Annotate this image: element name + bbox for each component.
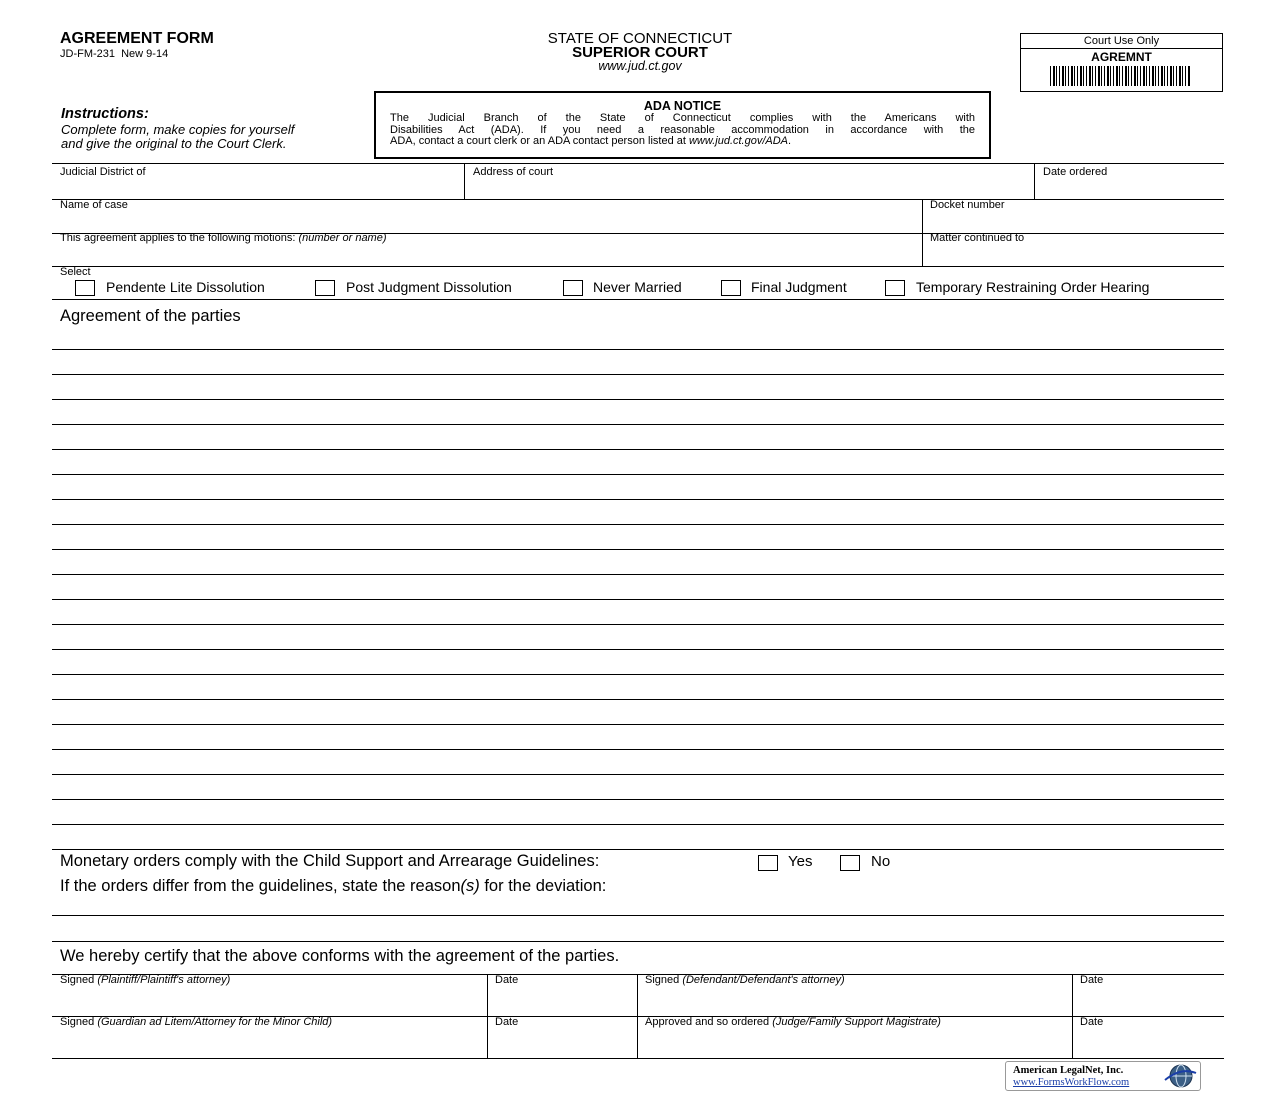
deviation-prompt: If the orders differ from the guidelines, state the reason(s) for the deviation:: [60, 877, 607, 895]
matter-continued-label: Matter continued to: [930, 232, 1025, 244]
select-label: Select: [60, 266, 91, 278]
agreement-ruled-line: [52, 674, 1224, 675]
approved-ordered-field[interactable]: [639, 1030, 1071, 1057]
docket-number-label: Docket number: [930, 199, 1005, 211]
ada-line-2: Disabilities Act (ADA). If you need a reasonable accommodation in accordance with the: [390, 123, 975, 136]
court-use-code: AGREMNT: [1091, 50, 1152, 64]
form-title: AGREEMENT FORM: [60, 30, 214, 47]
date-guardian-field[interactable]: [489, 1030, 636, 1057]
ada-title: ADA NOTICE: [643, 99, 722, 113]
date-defendant-field[interactable]: [1074, 988, 1223, 1015]
guidelines-no-label: No: [871, 853, 891, 870]
signed-guardian-field[interactable]: [53, 1030, 486, 1057]
court-use-label: Court Use Only: [1021, 34, 1222, 49]
deviation-reason-field[interactable]: [52, 898, 1224, 940]
agreement-ruled-line: [52, 799, 1224, 800]
matter-continued-field[interactable]: [924, 246, 1223, 265]
agreement-ruled-line: [52, 649, 1224, 650]
agreement-ruled-line: [52, 399, 1224, 400]
agreement-ruled-line: [52, 749, 1224, 750]
agreement-ruled-line: [52, 524, 1224, 525]
agreement-ruled-line: [52, 624, 1224, 625]
ada-line-3: ADA, contact a court clerk or an ADA contact person listed at www.jud.ct.gov/ADA.: [390, 135, 792, 147]
agreement-ruled-line: [52, 699, 1224, 700]
agreement-ruled-line: [52, 374, 1224, 375]
date-plaintiff-label: Date: [495, 974, 519, 986]
agreement-ruled-line: [52, 599, 1224, 600]
agreement-ruled-line: [52, 549, 1224, 550]
agreement-ruled-line: [52, 499, 1224, 500]
pendente-lite-label: Pendente Lite Dissolution: [106, 279, 265, 295]
agreement-ruled-line: [52, 474, 1224, 475]
legalnet-company: American LegalNet, Inc.: [1013, 1065, 1124, 1076]
motions-field[interactable]: [53, 246, 921, 265]
post-judgment-checkbox[interactable]: [315, 280, 335, 296]
date-judge-label: Date: [1080, 1016, 1104, 1028]
certify-statement: We hereby certify that the above conforms with the agreement of the parties.: [60, 947, 620, 965]
motions-label: This agreement applies to the following motions: (number or name): [60, 232, 387, 244]
agreement-ruled-line: [52, 824, 1224, 825]
agreement-ruled-line: [52, 724, 1224, 725]
approved-ordered-label: Approved and so ordered (Judge/Family Support Magistrate): [645, 1016, 941, 1028]
signed-defendant-field[interactable]: [639, 988, 1071, 1015]
date-ordered-label: Date ordered: [1043, 166, 1108, 178]
date-ordered-field[interactable]: [1036, 180, 1223, 198]
agreement-ruled-line: [52, 424, 1224, 425]
final-judgment-label: Final Judgment: [751, 279, 847, 295]
ada-link[interactable]: www.jud.ct.gov/ADA: [688, 135, 789, 147]
address-of-court-field[interactable]: [466, 180, 1033, 198]
website: www.jud.ct.gov: [598, 59, 682, 73]
pendente-lite-checkbox[interactable]: [75, 280, 95, 296]
form-number: JD-FM-231 New 9-14: [60, 48, 169, 60]
signed-guardian-label: Signed (Guardian ad Litem/Attorney for the Minor Child): [60, 1016, 333, 1028]
date-guardian-label: Date: [495, 1016, 519, 1028]
instructions-heading: Instructions:: [61, 106, 149, 122]
legalnet-badge[interactable]: [1005, 1061, 1201, 1091]
never-married-label: Never Married: [593, 279, 682, 295]
temporary-restraining-checkbox[interactable]: [885, 280, 905, 296]
final-judgment-checkbox[interactable]: [721, 280, 741, 296]
agreement-ruled-line: [52, 349, 1224, 350]
address-of-court-label: Address of court: [473, 166, 554, 178]
globe-icon: [1162, 1063, 1198, 1089]
signed-plaintiff-field[interactable]: [53, 988, 486, 1015]
barcode: [1050, 66, 1190, 86]
state-name: STATE OF CONNECTICUT: [547, 30, 733, 47]
temporary-restraining-label: Temporary Restraining Order Hearing: [916, 279, 1150, 295]
guidelines-yes-checkbox[interactable]: [758, 855, 778, 871]
court-name: SUPERIOR COURT: [572, 44, 708, 61]
name-of-case-field[interactable]: [53, 213, 921, 232]
name-of-case-label: Name of case: [60, 199, 128, 211]
judicial-district-field[interactable]: [53, 180, 463, 198]
signed-plaintiff-label: Signed (Plaintiff/Plaintiff's attorney): [60, 974, 231, 986]
post-judgment-label: Post Judgment Dissolution: [346, 279, 512, 295]
signed-defendant-label: Signed (Defendant/Defendant's attorney): [645, 974, 845, 986]
date-plaintiff-field[interactable]: [489, 988, 636, 1015]
agreement-ruled-line: [52, 574, 1224, 575]
judicial-district-label: Judicial District of: [60, 166, 146, 178]
ada-notice-box: [374, 91, 991, 159]
instructions-line-2: and give the original to the Court Clerk.: [61, 136, 287, 151]
never-married-checkbox[interactable]: [563, 280, 583, 296]
agreement-ruled-line: [52, 849, 1224, 850]
agreement-ruled-line: [52, 449, 1224, 450]
legalnet-url[interactable]: www.FormsWorkFlow.com: [1013, 1077, 1130, 1088]
ada-line-1: The Judicial Branch of the State of Connecticut complies with the Americans with: [390, 112, 975, 124]
date-defendant-label: Date: [1080, 974, 1104, 986]
guidelines-yes-label: Yes: [788, 853, 813, 870]
monetary-question: Monetary orders comply with the Child Support and Arrearage Guidelines:: [60, 852, 600, 870]
docket-number-field[interactable]: [924, 213, 1223, 232]
guidelines-no-checkbox[interactable]: [840, 855, 860, 871]
agreement-heading: Agreement of the parties: [60, 307, 241, 325]
instructions-line-1: Complete form, make copies for yourself: [61, 122, 295, 137]
agreement-ruled-line: [52, 774, 1224, 775]
date-judge-field[interactable]: [1074, 1030, 1223, 1057]
agreement-text-area[interactable]: [52, 330, 1224, 850]
